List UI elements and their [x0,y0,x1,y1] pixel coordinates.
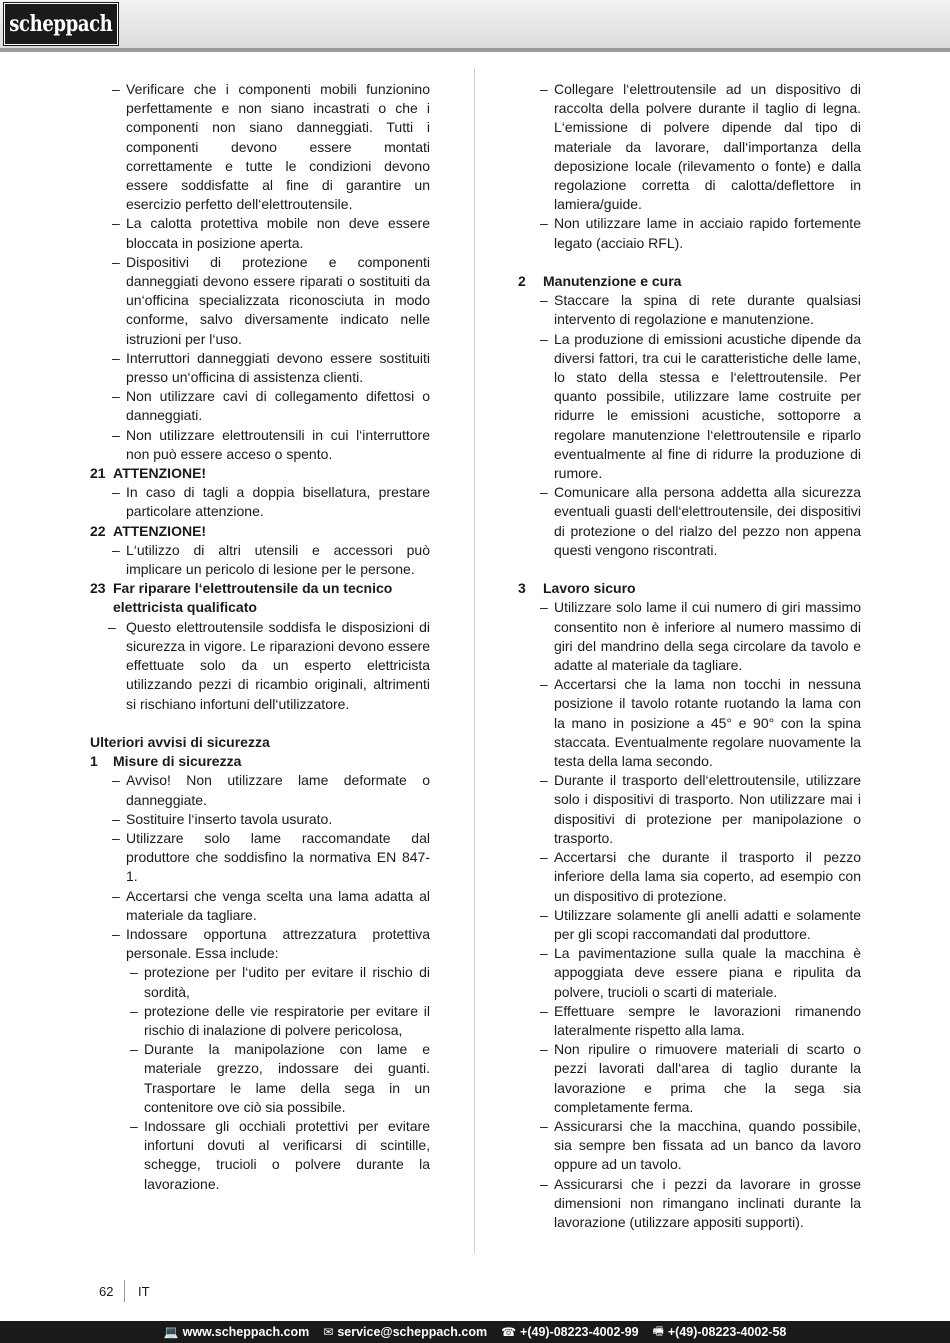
numbered-heading [518,272,861,291]
list-item [90,829,430,887]
fax-icon: 🖷 [652,1323,664,1338]
mail-icon: ✉ [323,1325,334,1339]
list-item-text: Collegare l‘elettroutensile ad un dispositivo di raccolta della polvere durante il taglio di legna. L‘emissione di polvere dipende dal tipo di materiale da lavorare, dall‘importanza della deposizione locale (rilevamento o fonte) e dalla regolazione corretta di calotta/deflettore in lamiera/guide. [554,81,861,213]
bullet-dash: – [540,81,548,97]
list-item [90,349,430,387]
footer-email-text: service@scheppach.com [337,1325,488,1339]
list-item [518,483,861,560]
list-item-text: Non utilizzare lame in acciaio rapido fortemente legato (acciaio RFL). [554,215,861,251]
list-item-text: Effettuare sempre le lavorazioni rimanendo lateralmente rispetto alla lama. [554,1002,861,1038]
list-item [90,618,430,714]
heading-text: Lavoro sicuro [543,580,636,597]
left-column [90,80,430,1194]
list-item [518,944,861,1002]
column-divider [474,68,475,1253]
list-item-text: Sostituire l‘inserto tavola usurato. [126,810,333,827]
numbered-heading [90,579,430,617]
list-item [90,426,430,464]
list-item [90,483,430,521]
page-header [0,0,950,48]
section-gap [90,714,430,733]
header-rule [0,48,950,52]
logo-text: scheppach [9,11,113,37]
list-item [90,541,430,579]
footer-fax [653,1322,787,1343]
list-item-text: Durante la manipolazione con lame e materiale grezzo, indossare dei guanti. Trasportare le lame della sega in un contenitore ove ciò sia possibile. [144,1041,430,1115]
list-item [90,771,430,809]
right-column [518,80,861,1232]
heading-number: 22 [90,522,106,539]
page-number: 62 [99,1284,114,1299]
section-gap [518,560,861,579]
heading-number: 2 [518,273,526,290]
bullet-dash: – [112,829,120,846]
footer-website-text: www.scheppach.com [182,1325,310,1339]
page-number-separator [124,1280,125,1302]
page-footer [0,1321,950,1343]
section-heading: Ulteriori avvisi di sicurezza [90,733,270,750]
bullet-dash: – [112,887,120,904]
bullet-dash: – [112,253,120,270]
list-item [518,1040,861,1117]
list-item [518,848,861,906]
bullet-dash: – [112,426,120,443]
list-item-text: Accertarsi che durante il trasporto il pezzo inferiore della lama sia coperto, ad esempio con un dispositivo di protezione. [554,849,861,904]
list-item [518,1117,861,1175]
bullet-dash: – [112,484,120,501]
heading-number: 21 [90,465,106,482]
heading-text: ATTENZIONE! [113,465,207,482]
list-item [518,1175,861,1233]
section-gap [518,253,861,272]
list-item-text: protezione delle vie respiratorie per evitare il rischio di inalazione di polvere pericolosa, [144,1002,430,1038]
list-item [90,253,430,349]
heading-number: 1 [90,753,98,770]
numbered-heading [90,464,430,483]
list-item [518,330,861,484]
footer-email[interactable] [323,1325,487,1339]
list-item-text: Comunicare alla persona addetta alla sicurezza eventuali guasti dell‘elettroutensile, dei dispositivi di protezione o del rialzo del pezzo non appena questi vengono riscontrati. [554,484,861,558]
list-item-text: Dispositivi di protezione e componenti danneggiati devono essere riparati o sostituiti da un‘officina specializzata riconosciuta in modo conforme, salvo diversamente indicato nelle istruzioni per l‘uso. [126,253,430,347]
bullet-dash: – [112,388,120,405]
bullet-dash: – [108,618,116,635]
list-item [90,214,430,252]
list-item-text: Assicurarsi che i pezzi da lavorare in grosse dimensioni non rimangano inclinati durante la lavorazione (utilizzare appositi supporti). [554,1175,861,1230]
list-item-text: L‘utilizzo di altri utensili e accessori può implicare un pericolo di lesione per le persone. [126,541,430,578]
list-item-text: Non utilizzare cavi di collegamento difettosi o danneggiati. [126,388,430,424]
list-item-text: Questo elettroutensile soddisfa le disposizioni di sicurezza in vigore. Le riparazioni devono essere effettuate solo da un esperto elettricista utilizzando pezzi di ricambio originali, altrimenti si rischiano infortuni dell‘utilizzatore. [126,618,430,712]
phone-icon: ☎ [501,1325,517,1339]
list-item-text: Accertarsi che la lama non tocchi in nessuna posizione il tavolo rotante ruotando la lama con la mano in posizione a 45° e 90° con la spina staccata. Eventualmente regolare nuovamente la testa della lama secondo. [554,676,861,770]
list-item-text: La pavimentazione sulla quale la macchina è appoggiata deve essere piana e ripulita da polvere, trucioli o scarti di materiale. [554,945,861,1000]
heading-text: Far riparare l‘elettroutensile da un tecnico elettricista qualificato [113,580,393,616]
list-item-text: Verificare che i componenti mobili funzionino perfettamente e non siano incastrati o che i componenti non siano danneggiati. Tutti i componenti devono essere montati correttamente e tutte le condizioni devono essere soddisfatte al fine di garantire un esercizio perfetto dell‘elettroutensile. [126,81,430,213]
bullet-dash: – [540,1041,548,1058]
list-item [518,291,861,329]
bullet-dash: – [112,772,120,789]
computer-icon: 💻 [163,1325,179,1339]
list-item-text: Utilizzare solamente gli anelli adatti e solamente per gli scopi raccomandati dal produttore. [554,906,861,942]
bullet-dash: – [540,330,548,347]
heading-text: Manutenzione e cura [543,273,682,290]
numbered-heading [518,579,861,598]
list-item [90,387,430,425]
bullet-dash: – [540,906,548,923]
sub-list-item [90,1002,430,1040]
bullet-dash: – [130,964,138,981]
bullet-dash: – [112,81,120,97]
list-item-text: protezione per l‘udito per evitare il rischio di sordità, [144,964,430,1000]
bullet-dash: – [540,849,548,866]
list-item-text: Non utilizzare elettroutensili in cui l‘interruttore non può essere acceso o spento. [126,426,430,462]
bullet-dash: – [540,599,548,616]
list-item [518,1002,861,1040]
list-item-text: Non ripulire o rimuovere materiali di scarto o pezzi lavorati dall‘area di taglio durante la lavorazione e prima che la sega sia completamente ferma. [554,1041,861,1115]
bullet-dash: – [112,349,120,366]
bullet-dash: – [130,1002,138,1019]
bullet-dash: – [540,945,548,962]
heading-number: 3 [518,580,526,597]
list-item-text: Assicurarsi che la macchina, quando possibile, sia sempre ben fissata ad un banco da lavoro oppure ad un tavolo. [554,1117,861,1173]
list-item [518,675,861,771]
list-item [518,80,861,214]
footer-phone-text: +(49)-08223-4002-99 [520,1325,639,1339]
bullet-dash: – [540,772,548,789]
bullet-dash: – [540,1175,548,1192]
list-item [90,887,430,925]
numbered-heading [90,522,430,541]
footer-phone [501,1325,638,1339]
page-language: IT [138,1284,150,1299]
list-item [90,80,430,214]
heading-text: Misure di sicurezza [113,753,242,770]
bullet-dash: – [540,1117,548,1134]
bullet-dash: – [130,1041,138,1058]
bullet-dash: – [112,215,120,232]
sub-list-item [90,1040,430,1117]
list-item-text: La calotta protettiva mobile non deve essere bloccata in posizione aperta. [126,215,430,251]
list-item [518,906,861,944]
bullet-dash: – [112,925,120,942]
bullet-dash: – [540,484,548,501]
list-item-text: Interruttori danneggiati devono essere sostituiti presso un‘officina di assistenza clienti. [126,349,430,386]
list-item-text: Staccare la spina di rete durante qualsiasi intervento di regolazione e manutenzione. [554,292,861,328]
list-item-text: Indossare gli occhiali protettivi per evitare infortuni dovuti al verificarsi di scintille, schegge, trucioli o polvere durante la lavorazione. [144,1117,430,1192]
bullet-dash: – [540,1002,548,1019]
list-item [518,771,861,848]
list-item-text: La produzione di emissioni acustiche dipende da diversi fattori, tra cui le caratteristiche delle lame, lo stato della stessa e l‘elettroutensile. Per quanto possibile, utilizzare lame costruite per ridurre le emissioni acustiche, sottoporre a regolare manutenzione l‘elettroutensile e riparlo eventualmente al fine di ridurre la produzione di rumore. [554,330,861,482]
footer-website[interactable] [164,1325,310,1339]
list-item [90,925,430,963]
bullet-dash: – [112,541,120,558]
list-item [518,214,861,252]
list-item-text: Utilizzare solo lame raccomandate dal produttore che soddisfino la normativa EN 847-1. [126,829,430,885]
list-item-text: In caso di tagli a doppia bisellatura, prestare particolare attenzione. [126,484,430,520]
footer-fax-text: +(49)-08223-4002-58 [667,1325,787,1339]
sub-list-item [90,1117,430,1194]
bullet-dash: – [540,676,548,693]
heading-text: ATTENZIONE! [113,522,207,539]
bullet-dash: – [540,292,548,309]
list-item-text: Durante il trasporto dell‘elettroutensile, utilizzare solo i dispositivi di trasporto. Non utilizzare mai i dispositivi di protezione per manipolazione o trasporto. [554,772,861,846]
bullet-dash: – [540,215,548,232]
list-item-text: Utilizzare solo lame il cui numero di giri massimo consentito non è inferiore al numero massimo di giri del mandrino della sega circolare da tavolo e adatte al materiale da tagliare. [554,599,861,674]
list-item-text: Avviso! Non utilizzare lame deformate o danneggiate. [126,772,430,808]
heading-number: 23 [90,580,106,597]
numbered-heading [90,752,430,771]
bullet-dash: – [130,1117,138,1134]
list-item-text: Accertarsi che venga scelta una lama adatta al materiale da tagliare. [126,887,430,923]
scheppach-logo [4,3,118,45]
sub-list-item [90,963,430,1001]
list-item-text: Indossare opportuna attrezzatura protettiva personale. Essa include: [126,925,430,962]
bullet-dash: – [112,810,120,827]
list-item [518,598,861,675]
list-item [90,810,430,829]
